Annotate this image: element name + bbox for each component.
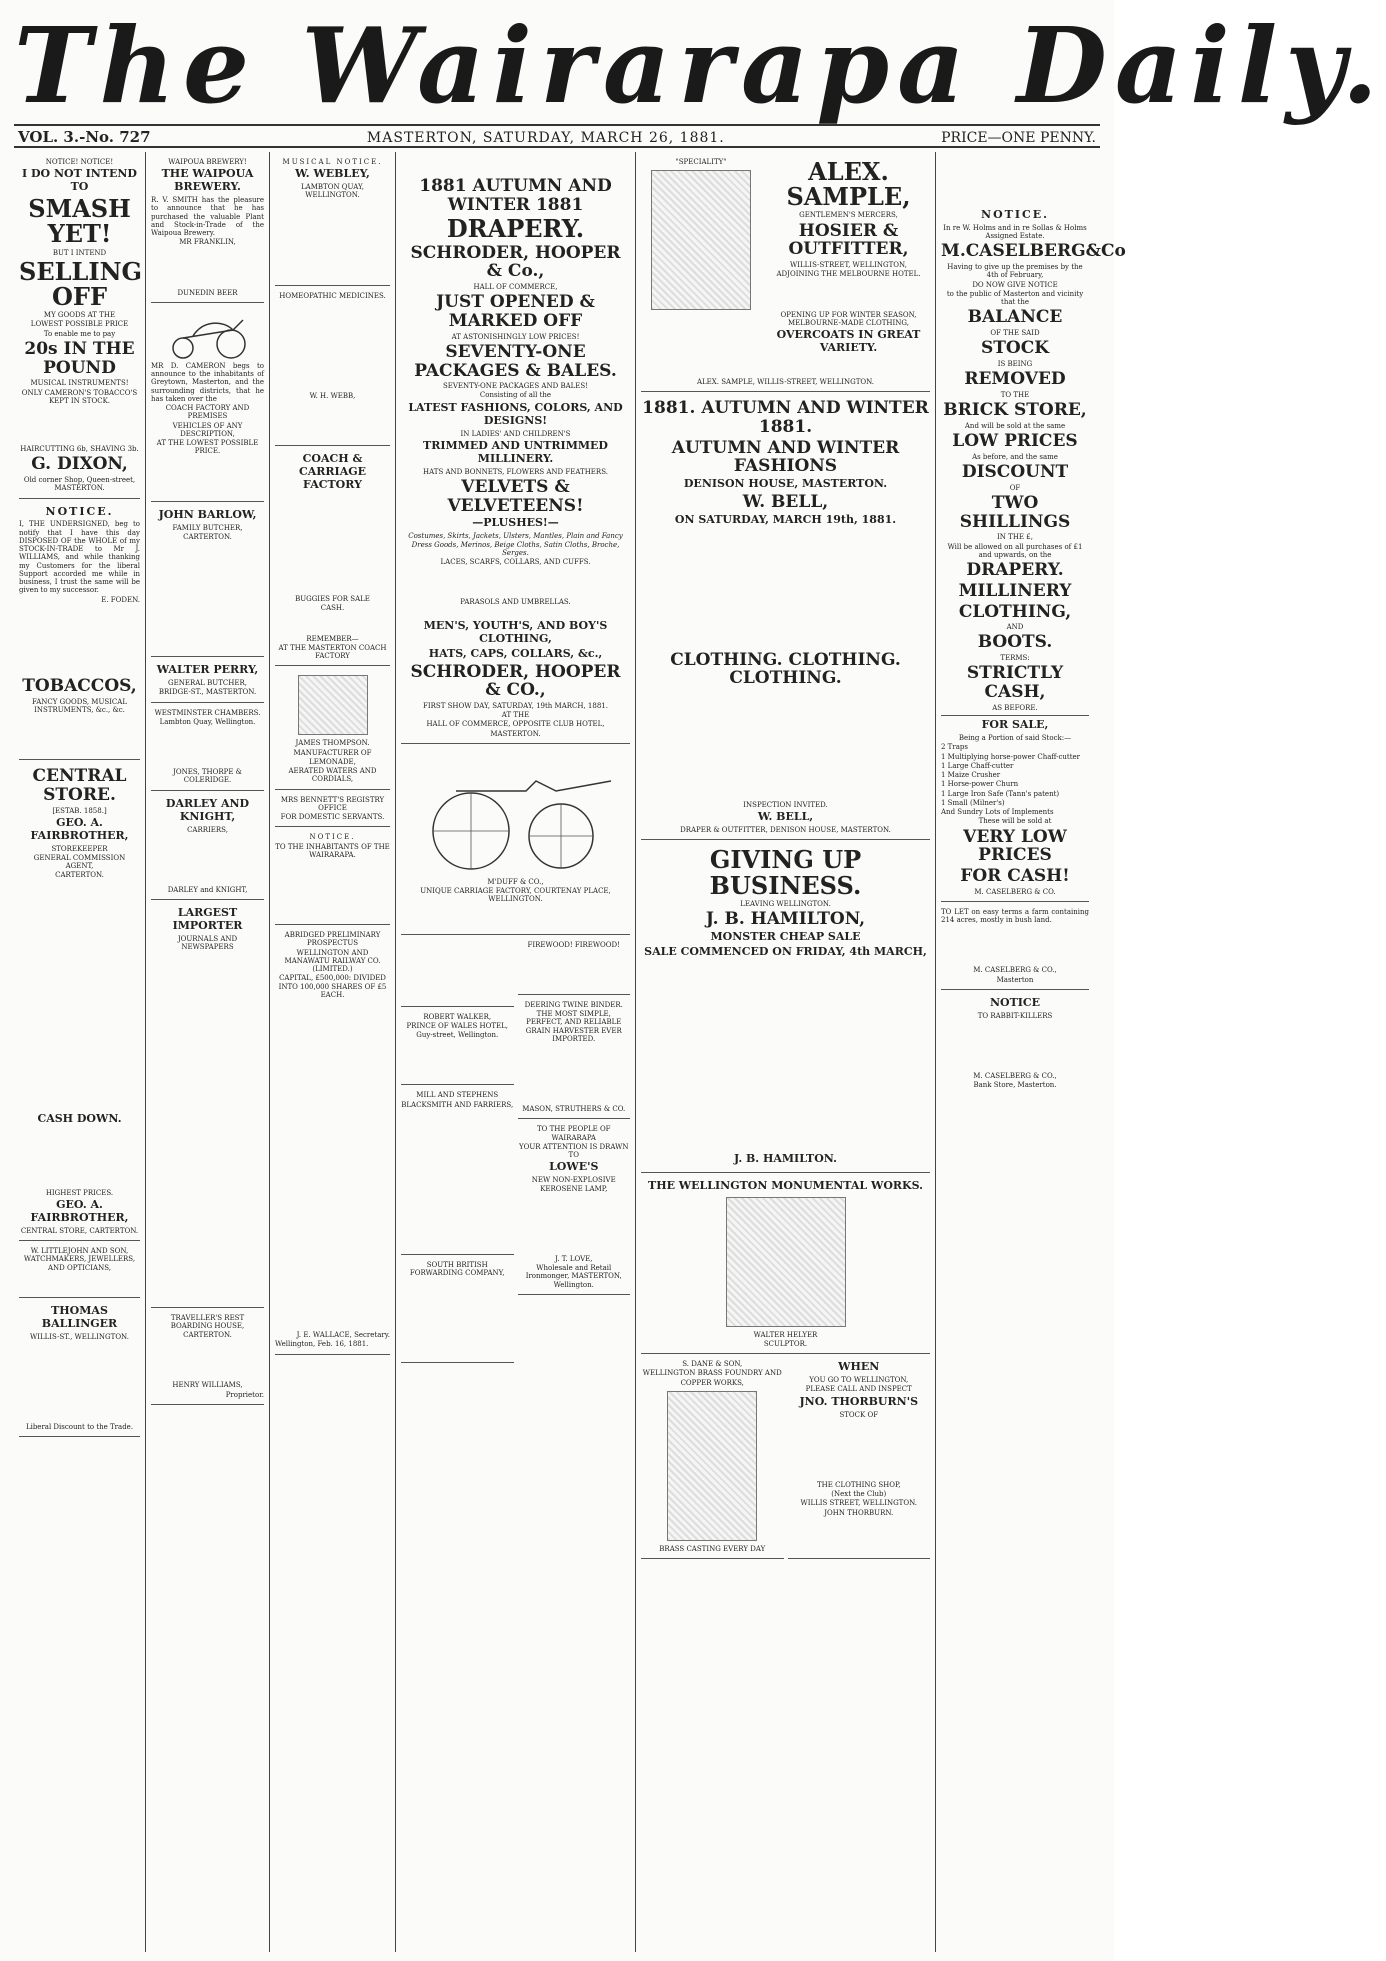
thorburn-ad bbox=[788, 1356, 931, 1559]
ad-line: TO THE PEOPLE OF WAIRARAPA bbox=[536, 1125, 611, 1142]
ad-line: AS BEFORE. bbox=[992, 703, 1038, 712]
ballinger-ad bbox=[19, 1300, 140, 1437]
ad-line: MONSTER CHEAP SALE bbox=[710, 929, 861, 943]
ad-headline: STOCK bbox=[980, 338, 1050, 359]
ad-line: LEMONADE, bbox=[309, 757, 356, 766]
ad-line: MY GOODS AT THE bbox=[43, 311, 116, 320]
ad-line: OF THE SAID bbox=[990, 329, 1040, 338]
waipoua-ad bbox=[151, 154, 264, 303]
ad-line: DUNEDIN BEER bbox=[177, 288, 238, 297]
ad-line: AT ASTONISHINGLY LOW PRICES! bbox=[451, 332, 580, 341]
ad-headline: FOR SALE, bbox=[981, 718, 1049, 732]
ad-line: WILLIS-ST., WELLINGTON. bbox=[30, 1332, 129, 1341]
ad-line: DENISON HOUSE, MASTERTON. bbox=[683, 476, 888, 490]
ad-line: SCULPTOR. bbox=[763, 1339, 808, 1348]
ad-line: HATS, CAPS, COLLARS, &c., bbox=[428, 646, 603, 660]
ad-line: PLEASE CALL AND INSPECT bbox=[805, 1385, 912, 1394]
ad-line: BUT I INTEND bbox=[52, 248, 107, 257]
ad-line: ALEX. SAMPLE, WILLIS-STREET, WELLINGTON. bbox=[696, 377, 875, 386]
thompson-ad bbox=[275, 668, 390, 789]
column-1 bbox=[14, 152, 146, 1952]
ad-line: WILLIS-STREET, WELLINGTON, bbox=[790, 261, 907, 269]
notice-signature: M. CASELBERG & CO. bbox=[974, 887, 1056, 896]
ad-line: OPENING UP FOR WINTER SEASON, MELBOURNE-MADE CLOTHING, bbox=[780, 310, 917, 327]
advertiser-name: THOMAS BALLINGER bbox=[41, 1303, 118, 1330]
importer-ad bbox=[151, 902, 264, 1307]
ad-headline: COACH & CARRIAGE FACTORY bbox=[298, 452, 367, 492]
volume-number: VOL. 3.-No. 727 bbox=[18, 128, 151, 146]
ad-line: ON SATURDAY, MARCH 19th, 1881. bbox=[674, 512, 897, 526]
ad-headline: LOW PRICES bbox=[952, 431, 1078, 452]
ad-line: TRAVELLER'S REST BOARDING HOUSE, bbox=[170, 1313, 245, 1330]
ad-headline: BRICK STORE, bbox=[943, 400, 1087, 421]
central-store-ad bbox=[19, 762, 140, 1241]
ad-line: —PLUSHES!— bbox=[472, 516, 559, 530]
ad-line: HALL OF COMMERCE, bbox=[473, 282, 558, 291]
advertiser-name: J. B. HAMILTON, bbox=[705, 909, 866, 930]
notice-heading: NOTICE! NOTICE! bbox=[45, 158, 114, 166]
ad-line: I DO NOT INTEND TO bbox=[22, 167, 137, 194]
homeopathic-ad bbox=[275, 288, 390, 447]
ad-line: TO RABBIT-KILLERS bbox=[977, 1011, 1053, 1020]
column-3 bbox=[270, 152, 396, 1952]
pump-illustration bbox=[667, 1391, 757, 1541]
ad-line: THE CLOTHING SHOP, bbox=[817, 1480, 901, 1489]
ad-line: COPPER WORKS, bbox=[680, 1378, 744, 1387]
ad-headline: MEN'S, YOUTH'S, AND BOY'S CLOTHING, bbox=[423, 618, 608, 645]
two-column-block bbox=[641, 1356, 930, 1561]
advertiser-name: ALEX. SAMPLE, bbox=[786, 157, 911, 212]
ad-line: DO NOW GIVE NOTICE bbox=[972, 280, 1058, 289]
ad-headline: AUTUMN AND WINTER FASHIONS bbox=[671, 437, 900, 477]
list-item: 2 Traps bbox=[941, 743, 968, 752]
ad-line: HALL OF COMMERCE, OPPOSITE CLUB HOTEL, bbox=[426, 720, 605, 729]
notice-signature: M. CASELBERG & CO., bbox=[973, 966, 1057, 975]
notice-signature: E. FODEN. bbox=[101, 595, 140, 604]
ad-headline: CLOTHING. CLOTHING. CLOTHING. bbox=[670, 649, 901, 689]
ad-line: TERMS: bbox=[1000, 654, 1030, 663]
barlow-ad bbox=[151, 504, 264, 657]
ad-line: To enable me to pay bbox=[43, 329, 116, 338]
ad-line: WELLINGTON AND MANAWATU RAILWAY CO. (LIMITED.) bbox=[284, 948, 381, 974]
ad-headline: BOOTS. bbox=[977, 632, 1053, 653]
ad-line: AND bbox=[1006, 623, 1024, 632]
ad-line: GENTLEMEN'S MERCERS, bbox=[799, 211, 898, 220]
ad-line: STOCK OF bbox=[839, 1410, 879, 1419]
notice-heading: NOTICE bbox=[989, 995, 1041, 1009]
ad-line: OF bbox=[1009, 483, 1021, 492]
ad-line: CASH DOWN. bbox=[37, 1111, 122, 1125]
ad-line: NEW NON-EXPLOSIVE KEROSENE LAMP, bbox=[531, 1176, 616, 1193]
advertiser-name: M.CASELBERG&Co bbox=[941, 241, 1126, 262]
ad-line: AERATED WATERS AND CORDIALS, bbox=[288, 767, 377, 784]
ad-headline: FIREWOOD! FIREWOOD! bbox=[527, 940, 620, 949]
ad-line: Guy-street, Wellington. bbox=[416, 1031, 499, 1040]
ad-headline: JUST OPENED & MARKED OFF bbox=[436, 292, 595, 331]
ad-line: JOURNALS AND NEWSPAPERS bbox=[177, 935, 238, 952]
advertiser-name: G. DIXON, bbox=[31, 454, 128, 475]
ad-headline: WHEN bbox=[838, 1360, 880, 1374]
ad-line: COACH FACTORY AND PREMISES bbox=[165, 404, 250, 421]
ad-line: In re W. Holms and in re Sollas & Holms Assigned Estate. bbox=[943, 223, 1087, 241]
advertiser-name: W. H. WEBB, bbox=[309, 391, 356, 400]
ad-line: INSPECTION INVITED. bbox=[743, 800, 828, 809]
ad-headline: DRAPERY. bbox=[966, 560, 1064, 581]
monument-illustration bbox=[726, 1197, 846, 1327]
monumental-ad bbox=[641, 1175, 930, 1354]
dane-ad bbox=[641, 1356, 784, 1559]
advertiser-name: M'DUFF & CO., bbox=[487, 877, 544, 886]
ad-line: DARLEY and KNIGHT, bbox=[167, 885, 248, 894]
sale-items-list bbox=[941, 743, 1089, 816]
westminster-ad bbox=[151, 705, 264, 791]
advertiser-name: W. BELL, bbox=[742, 491, 829, 512]
ad-headline: LARGEST IMPORTER bbox=[172, 906, 243, 933]
ad-line: LATEST FASHIONS, COLORS, AND DESIGNS! bbox=[408, 400, 623, 427]
ad-line: PARASOLS AND UMBRELLAS. bbox=[460, 598, 571, 607]
ad-line: CARTERTON. bbox=[183, 1331, 232, 1339]
ad-line: MRS BENNETT'S REGISTRY OFFICE bbox=[280, 795, 385, 812]
ad-headline: REMOVED bbox=[964, 369, 1066, 390]
advertiser-name: J. B. HAMILTON. bbox=[733, 1151, 837, 1165]
ad-headline: SMASH YET! bbox=[28, 194, 131, 249]
notice-heading: NOTICE. bbox=[981, 208, 1049, 221]
ad-line: W. LITTLEJOHN AND SON, WATCHMAKERS, JEWELLERS, AND OPTICIANS, bbox=[23, 1247, 136, 1272]
list-item: 1 Small (Milner's) bbox=[941, 798, 1005, 807]
ad-line: Having to give up the premises by the 4th of February, bbox=[947, 263, 1083, 280]
ad-line: VEHICLES OF ANY DESCRIPTION, bbox=[172, 421, 243, 438]
ad-line: TO THE bbox=[1000, 390, 1030, 399]
ad-line: FIRST SHOW DAY, SATURDAY, 19th MARCH, 1881. bbox=[423, 701, 608, 710]
south-british-ad bbox=[401, 1257, 514, 1364]
ad-headline: VERY LOW PRICES bbox=[963, 826, 1067, 866]
list-item: 1 Large Iron Safe (Tann's patent) bbox=[941, 789, 1060, 798]
advertiser-name: JAMES THOMPSON. bbox=[295, 739, 370, 748]
ad-line: YOU GO TO WELLINGTON, bbox=[809, 1376, 909, 1385]
notice-body: I, THE UNDERSIGNED, beg to notify that I have this day DISPOSED OF the WHOLE of my STOCK-IN-TRADE to Mr J. WILLIAMS, and while thanking my Customers for the liberal Support accorded me while in business, I trust the same will be given to my successor. bbox=[19, 520, 140, 595]
ad-line: AT THE MASTERTON COACH FACTORY bbox=[278, 643, 387, 661]
column-8 bbox=[936, 152, 1126, 1952]
ad-line: FOR DOMESTIC SERVANTS. bbox=[280, 813, 385, 822]
ad-line: IN LADIES' AND CHILDREN'S bbox=[460, 429, 571, 438]
ad-line: PRINCE OF WALES HOTEL, bbox=[406, 1021, 509, 1030]
ad-headline: DISCOUNT bbox=[961, 462, 1069, 483]
bell-ad bbox=[641, 394, 930, 840]
binder-ad bbox=[518, 997, 631, 1120]
ad-body: Costumes, Skirts, Jackets, Ulsters, Mantles, Plain and Fancy Dress Goods, Merinos, Beige Cloths, Satin Cloths, Broche, Serges. bbox=[408, 532, 623, 557]
ad-headline: 20s IN THE POUND bbox=[24, 338, 135, 378]
inhabitants-notice bbox=[275, 829, 390, 925]
advertiser-name: WALTER PERRY, bbox=[156, 663, 259, 677]
ad-line: LAMBTON QUAY, WELLINGTON. bbox=[301, 183, 364, 200]
ad-line: to the public of Masterton and vicinity that the bbox=[946, 289, 1084, 307]
ad-line: ADJOINING THE MELBOURNE HOTEL. bbox=[776, 270, 921, 279]
perry-ad bbox=[151, 659, 264, 702]
ad-line: DRAPER & OUTFITTER, DENISON HOUSE, MASTERTON. bbox=[680, 826, 891, 835]
to-let-ad bbox=[941, 904, 1089, 990]
carriage-illustration bbox=[163, 310, 253, 360]
ad-headline: VELVETS & VELVETEENS! bbox=[447, 477, 584, 516]
ad-line: SEVENTY-ONE PACKAGES AND BALES! bbox=[442, 382, 589, 391]
ad-line: Consisting of all the bbox=[479, 391, 552, 400]
list-item: 1 Maize Crusher bbox=[941, 771, 1001, 779]
ad-line: WESTMINSTER CHAMBERS. bbox=[154, 708, 261, 717]
ad-headline: DRAPERY. bbox=[446, 214, 585, 244]
ad-line: JONES, THORPE & COLERIDGE. bbox=[173, 768, 242, 785]
ad-line: Lambton Quay, Wellington. bbox=[159, 717, 256, 726]
advertiser-name: HENRY WILLIAMS, bbox=[172, 1381, 243, 1390]
foden-notice bbox=[19, 501, 140, 761]
list-item: 1 Large Chaff-cutter bbox=[941, 761, 1014, 770]
ad-line: LACES, SCARFS, COLLARS, AND CUFFS. bbox=[440, 558, 591, 567]
travellers-rest-ad bbox=[151, 1310, 264, 1405]
ad-line: TO THE INHABITANTS OF THE WAIRARAPA. bbox=[275, 842, 390, 859]
ad-line: Proprietor. bbox=[225, 1390, 264, 1399]
ad-headline: SOUTH BRITISH FORWARDING COMPANY, bbox=[409, 1260, 505, 1278]
ad-line: FAMILY BUTCHER, bbox=[172, 523, 243, 532]
ad-line: FANCY GOODS, MUSICAL INSTRUMENTS, &c., &c. bbox=[32, 697, 127, 714]
ad-line: CARTERTON. bbox=[55, 871, 104, 880]
ad-line: HAIRCUTTING 6b, SHAVING 3b. bbox=[20, 445, 139, 454]
advertiser-name: SCHRODER, HOOPER & CO., bbox=[410, 661, 621, 701]
ad-line: TRIMMED AND UNTRIMMED MILLINERY. bbox=[423, 438, 608, 465]
ad-line: LEAVING WELLINGTON. bbox=[740, 899, 831, 908]
ad-line: ONLY CAMERON'S TOBACCO'S KEPT IN STOCK. bbox=[21, 388, 138, 405]
ad-line: STOREKEEPER bbox=[51, 844, 108, 853]
list-item: And Sundry Lots of Implements bbox=[941, 808, 1054, 816]
ad-line: CASH. bbox=[320, 604, 345, 613]
advertiser-name: MILL AND STEPHENS bbox=[416, 1091, 499, 1100]
two-column-block bbox=[401, 937, 630, 1366]
ad-headline: CLOTHING, bbox=[958, 601, 1072, 622]
notice-signature: JOHN THORBURN. bbox=[824, 1508, 894, 1517]
advertiser-address: Old corner Shop, Queen-street, MASTERTON. bbox=[23, 476, 136, 493]
notice-heading: NOTICE. bbox=[309, 833, 356, 842]
coach-factory-ad bbox=[275, 448, 390, 666]
ad-headline: SEVENTY-ONE PACKAGES & BALES. bbox=[414, 341, 617, 381]
ad-headline: GIVING UP BUSINESS. bbox=[709, 845, 862, 900]
walker-ad bbox=[401, 1009, 514, 1086]
ad-headline: SELLING OFF bbox=[19, 256, 143, 311]
ad-line: AT THE LOWEST POSSIBLE PRICE. bbox=[156, 439, 259, 456]
ad-headline: THE WAIPOUA BREWERY. bbox=[161, 167, 254, 194]
column-4-5 bbox=[396, 152, 636, 1952]
advertiser-name: WALTER HELYER bbox=[753, 1330, 818, 1339]
advertiser-name: GEO. A. FAIRBROTHER, bbox=[30, 1197, 129, 1224]
darley-knight-ad bbox=[151, 793, 264, 900]
ad-headline: ABRIDGED PRELIMINARY PROSPECTUS bbox=[284, 931, 381, 948]
dixon-ad bbox=[19, 154, 143, 499]
stephens-ad bbox=[401, 1087, 514, 1255]
ad-line: IN THE £, bbox=[997, 533, 1033, 542]
post-ad bbox=[401, 937, 514, 1007]
newspaper-title: The Wairarapa Daily. bbox=[14, 4, 1386, 127]
ad-headline: 1881 AUTUMN AND WINTER 1881 bbox=[419, 176, 612, 215]
ad-line: (Next the Club) bbox=[831, 1490, 887, 1499]
masthead bbox=[14, 4, 1386, 127]
ad-line: HATS AND BONNETS, FLOWERS AND FEATHERS. bbox=[423, 467, 608, 476]
shirt-illustration bbox=[651, 170, 751, 310]
price: PRICE—ONE PENNY. bbox=[941, 130, 1096, 146]
ad-line: BRASS CASTING EVERY DAY bbox=[659, 1544, 766, 1553]
ad-line: These will be sold at bbox=[978, 817, 1052, 826]
ad-line: As before, and the same bbox=[972, 452, 1058, 461]
ad-headline: CENTRAL STORE. bbox=[32, 766, 127, 805]
ad-headline: TOBACCOS, bbox=[22, 675, 137, 696]
ad-line: REMEMBER— bbox=[306, 634, 359, 643]
ad-line: MR FRANKLIN, bbox=[179, 238, 236, 247]
ad-headline: STRICTLY CASH, bbox=[966, 663, 1064, 703]
ad-line: Bank Store, Masterton. bbox=[973, 1081, 1057, 1090]
advertiser-name: GEO. A. FAIRBROTHER, bbox=[30, 815, 129, 842]
ad-line: SALE COMMENCED ON FRIDAY, 4th MARCH, bbox=[644, 944, 927, 958]
advertiser-name: JNO. THORBURN'S bbox=[799, 1394, 919, 1408]
ad-line: GENERAL BUTCHER, bbox=[168, 679, 247, 688]
advertiser-name: W. WEBLEY, bbox=[295, 167, 370, 181]
ad-line: IS BEING bbox=[997, 360, 1033, 369]
railway-prospectus bbox=[275, 927, 390, 1355]
ad-line: MUSICAL INSTRUMENTS! bbox=[30, 379, 129, 388]
column-2 bbox=[146, 152, 270, 1952]
ad-line: GENERAL COMMISSION AGENT, bbox=[33, 853, 126, 871]
ad-body: TO LET on easy terms a farm containing 214 acres, mostly in bush land. bbox=[941, 907, 1089, 925]
ad-line: UNIQUE CARRIAGE FACTORY, COURTENAY PLACE, WELLINGTON. bbox=[420, 887, 611, 904]
littlejohn-ad bbox=[19, 1243, 140, 1298]
factory-illustration bbox=[298, 675, 368, 735]
ad-line: BRIDGE-ST., MASTERTON. bbox=[158, 688, 257, 697]
schroder-hooper-ad bbox=[401, 154, 630, 744]
advertiser-name: SCHRODER, HOOPER & Co., bbox=[410, 242, 621, 282]
advertiser-name: MASON, STRUTHERS & CO. bbox=[522, 1105, 626, 1114]
notice-signature: M. CASELBERG & CO., bbox=[973, 1072, 1057, 1081]
ad-line: [ESTAB. 1858.] bbox=[52, 806, 107, 815]
mduff-ad bbox=[401, 746, 630, 935]
webley-ad bbox=[275, 154, 390, 286]
ad-line: MANUFACTURER OF bbox=[293, 748, 372, 757]
ad-line: WILLIS STREET, WELLINGTON. bbox=[800, 1499, 917, 1508]
lowe-lamp-ad bbox=[518, 1121, 631, 1294]
ad-body: MR D. CAMERON begs to announce to the inhabitants of Greytown, Masterton, and the surrounding districts, that he has taken over the bbox=[151, 361, 264, 403]
hamilton-ad bbox=[641, 842, 930, 1172]
ad-line: CARTERTON. bbox=[183, 532, 232, 541]
ad-line: WELLINGTON BRASS FOUNDRY AND bbox=[642, 1369, 782, 1378]
ad-headline: BALANCE bbox=[967, 307, 1063, 328]
ad-headline: HOMEOPATHIC MEDICINES. bbox=[279, 291, 386, 300]
ad-line: Masterton bbox=[996, 975, 1034, 984]
advertiser-name: DARLEY AND KNIGHT, bbox=[165, 796, 250, 823]
rabbit-notice bbox=[941, 992, 1089, 1095]
ad-line: Liberal Discount to the Trade. bbox=[25, 1423, 134, 1432]
ad-headline: MILLINERY bbox=[958, 580, 1072, 601]
ad-line: CARRIERS, bbox=[187, 825, 228, 834]
ad-body: R. V. SMITH has the pleasure to announce that he has purchased the valuable Plant and Stock-in-Trade of the Waipoua Brewery. bbox=[151, 196, 264, 238]
advertiser-name: ROBERT WALKER, bbox=[423, 1012, 492, 1021]
ad-line: LOWEST POSSIBLE PRICE bbox=[30, 320, 129, 329]
ad-line: YOUR ATTENTION IS DRAWN TO bbox=[519, 1142, 629, 1160]
ad-headline: 1881. AUTUMN AND WINTER 1881. bbox=[642, 398, 929, 437]
ad-headline: FOR CASH! bbox=[960, 865, 1070, 886]
sample-ad bbox=[641, 154, 930, 392]
ad-headline: THE WELLINGTON MONUMENTAL WORKS. bbox=[648, 1178, 923, 1192]
notice-date: Wellington, Feb. 16, 1881. bbox=[275, 1340, 369, 1349]
ad-line: CENTRAL STORE, CARTERTON. bbox=[20, 1226, 139, 1235]
column-6-7 bbox=[636, 152, 936, 1952]
list-item: 1 Multiplying horse-power Chaff-cutter bbox=[941, 752, 1081, 761]
ad-line: Will be allowed on all purchases of £1 and upwards, on the bbox=[947, 542, 1083, 559]
ad-line: "SPECIALITY" bbox=[675, 158, 727, 166]
columns bbox=[14, 152, 1126, 1952]
buggy-illustration bbox=[416, 751, 616, 876]
ad-line: And will be sold at the same bbox=[964, 421, 1066, 430]
list-item: 1 Horse-power Churn bbox=[941, 780, 1019, 789]
dateline: MASTERTON, SATURDAY, MARCH 26, 1881. bbox=[366, 130, 725, 146]
notice-signature: J. E. WALLACE, Secretary. bbox=[296, 1331, 390, 1340]
ad-line: MASTERTON. bbox=[490, 729, 541, 738]
advertiser-name: JOHN BARLOW, bbox=[158, 507, 257, 521]
ad-line: CAPITAL, £500,000: DIVIDED INTO 100,000 SHARES OF £5 EACH. bbox=[278, 974, 387, 999]
advertiser-name: W. BELL, bbox=[757, 810, 814, 824]
ad-line: Wholesale and Retail Ironmonger, MASTERTON, Wellington. bbox=[525, 1264, 622, 1289]
cameron-ad bbox=[151, 305, 264, 502]
ad-line: BUGGIES FOR SALE bbox=[295, 595, 370, 604]
ad-line: Being a Portion of said Stock:— bbox=[958, 734, 1072, 742]
ad-line: WAIPOUA BREWERY! bbox=[168, 158, 247, 166]
ad-headline: LOWE'S bbox=[549, 1160, 599, 1174]
advertiser-name: J. T. LOVE, bbox=[555, 1254, 593, 1263]
ad-line: OVERCOATS IN GREAT VARIETY. bbox=[776, 328, 921, 354]
ad-headline: HOSIER & OUTFITTER, bbox=[788, 220, 909, 260]
caselberg-ad bbox=[941, 154, 1126, 902]
dateline-bar bbox=[14, 124, 1100, 148]
ad-headline: TWO SHILLINGS bbox=[959, 493, 1071, 532]
ad-headline: MUSICAL NOTICE. bbox=[282, 158, 383, 166]
ad-line: BLACKSMITH AND FARRIERS, bbox=[401, 1100, 514, 1109]
notice-heading: NOTICE. bbox=[45, 504, 114, 518]
ad-headline: DEERING TWINE BINDER. bbox=[524, 1000, 623, 1009]
bennett-ad bbox=[275, 792, 390, 828]
ad-line: HIGHEST PRICES. bbox=[45, 1188, 114, 1197]
firewood-ad bbox=[518, 937, 631, 995]
ad-line: THE MOST SIMPLE, PERFECT, AND RELIABLE GRAIN HARVESTER EVER IMPORTED. bbox=[525, 1010, 622, 1043]
advertiser-name: S. DANE & SON, bbox=[682, 1360, 743, 1369]
ad-line: AT THE bbox=[501, 711, 530, 720]
